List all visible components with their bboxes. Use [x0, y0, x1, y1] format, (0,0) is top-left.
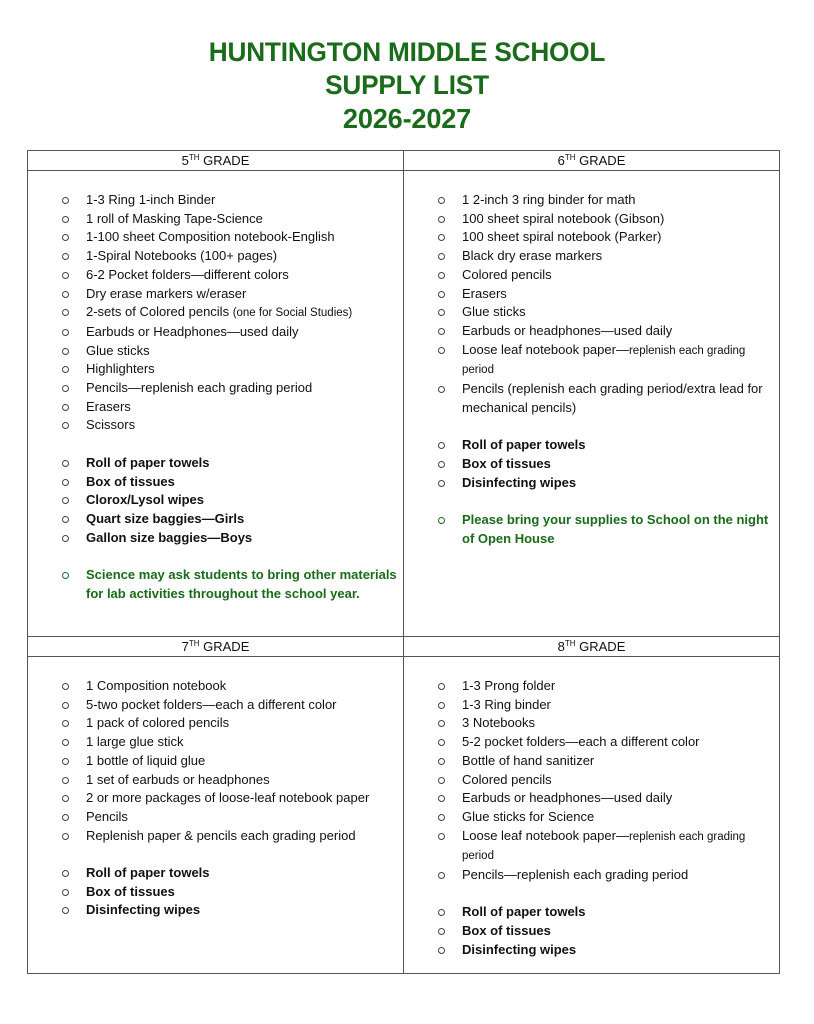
supply-item: [62, 883, 397, 902]
supply-item: [62, 677, 397, 696]
supply-item: [438, 303, 773, 322]
supply-item-text: Pencils—replenish each grading period: [462, 867, 689, 883]
grade-8-list-cell: [404, 657, 780, 974]
grade-5-list-cell: [28, 171, 404, 637]
grade-number: 5: [181, 153, 189, 168]
supply-item-text: 2-sets of Colored pencils: [86, 304, 233, 320]
supply-item-text: Colored pencils: [462, 266, 552, 282]
supply-item: [438, 436, 773, 455]
supply-item-text: Roll of paper towels: [86, 454, 210, 470]
grade-label: GRADE: [203, 153, 250, 168]
supply-item: [438, 771, 773, 790]
supply-item: [438, 941, 773, 960]
grade-suffix: TH: [564, 153, 576, 162]
supply-item-text: 1 Composition notebook: [86, 678, 227, 693]
supply-item: [438, 696, 773, 715]
supply-item: [62, 416, 397, 435]
supply-item: [438, 808, 773, 827]
supply-item: [438, 677, 773, 696]
grade-header-5: [28, 151, 404, 171]
supply-item-text: Highlighters: [86, 361, 155, 377]
supply-item: [438, 266, 773, 285]
supply-item-text: Bottle of hand sanitizer: [462, 752, 595, 768]
supply-item: [62, 752, 397, 771]
supply-item-text: Replenish paper & pencils each grading period: [86, 827, 356, 843]
supply-item: [438, 210, 773, 229]
supply-item-text: Pencils—replenish each grading period: [86, 380, 313, 396]
supply-item-text: 1-3 Ring binder: [462, 696, 551, 712]
supply-item-text: Colored pencils: [462, 771, 552, 787]
supply-item-text: Loose leaf notebook paper—: [462, 341, 629, 357]
supply-item-text: 1-100 sheet Composition notebook-English: [86, 229, 335, 245]
supply-item-text: Disinfecting wipes: [462, 941, 577, 957]
supply-item: [62, 191, 397, 210]
grade-suffix: TH: [564, 639, 576, 648]
supply-item-note: replenish each grading period: [462, 830, 746, 863]
supply-item: [62, 808, 397, 827]
grade-5-supply-list: [28, 171, 403, 603]
supply-item: [438, 191, 773, 210]
supply-item-text: 100 sheet spiral notebook (Parker): [462, 229, 662, 245]
supply-item: [62, 827, 397, 846]
supply-item-text: 6-2 Pocket folders—different colors: [86, 266, 289, 282]
supply-item: [62, 228, 397, 247]
supply-item: [62, 491, 397, 510]
supply-item: [438, 474, 773, 493]
supply-item: [438, 903, 773, 922]
supply-item: [438, 733, 773, 752]
supply-item-text: Loose leaf notebook paper—: [462, 827, 629, 843]
supply-item-text: Please bring your supplies to School on the night of Open House: [462, 511, 769, 546]
supply-item-text: Disinfecting wipes: [86, 902, 201, 918]
grade-label: GRADE: [579, 639, 626, 654]
supply-item-text: Glue sticks: [86, 342, 150, 358]
supply-item-text: Gallon size baggies—Boys: [86, 529, 253, 545]
supply-item-text: 5-2 pocket folders—each a different color: [462, 734, 700, 750]
supply-item: [62, 266, 397, 285]
supply-item-text: 1-Spiral Notebooks (100+ pages): [86, 248, 278, 264]
supply-item: [438, 247, 773, 266]
supply-item: [62, 864, 397, 883]
document-title: [0, 0, 814, 135]
supply-item-text: Earbuds or headphones—used daily: [462, 790, 673, 806]
supply-item: [62, 771, 397, 790]
supply-item: [62, 714, 397, 733]
grade-suffix: TH: [188, 639, 200, 648]
grade-7-supply-list: [28, 657, 403, 920]
school-name: HUNTINGTON MIDDLE SCHOOL: [208, 37, 606, 67]
supply-item: [438, 380, 773, 417]
supply-item-text: Clorox/Lysol wipes: [86, 492, 204, 508]
supply-item-text: Glue sticks for Science: [462, 808, 595, 824]
supply-item-text: Disinfecting wipes: [462, 474, 577, 490]
supply-item: [62, 247, 397, 266]
grade-number: 8: [557, 639, 565, 654]
supply-item: [438, 922, 773, 941]
supply-item-text: Black dry erase markers: [462, 248, 603, 264]
grade-8-supply-list: [404, 657, 779, 960]
grade-header-8: [404, 637, 780, 657]
grade-number: 7: [181, 639, 189, 654]
supply-item-text: 1 set of earbuds or headphones: [86, 771, 270, 787]
supply-item: [438, 866, 773, 885]
supply-item-note: (one for Social Studies): [232, 307, 353, 320]
grade-header-6: [404, 151, 780, 171]
supply-item-text: Science may ask students to bring other materials for lab activities throughout the school year.: [86, 567, 397, 601]
supply-item-text: Erasers: [86, 398, 131, 414]
supply-item-note: replenish each grading period: [462, 344, 746, 377]
supply-item-text: Pencils: [86, 808, 128, 824]
supply-item-text: Roll of paper towels: [462, 904, 586, 920]
supply-item: [62, 285, 397, 304]
supply-item-text: Box of tissues: [86, 883, 175, 899]
supply-item-text: Quart size baggies—Girls: [86, 510, 245, 526]
supply-item: [438, 455, 773, 474]
supply-item: [438, 827, 773, 866]
supply-item-text: Box of tissues: [462, 455, 551, 471]
grade-suffix: TH: [188, 153, 200, 162]
supply-item-text: Earbuds or Headphones—used daily: [86, 323, 299, 339]
supply-item: [438, 285, 773, 304]
supply-item-text: 1-3 Ring 1-inch Binder: [86, 192, 216, 207]
supply-item-text: 1 2-inch 3 ring binder for math: [462, 192, 636, 207]
supply-item: [62, 323, 397, 342]
supply-item: [62, 342, 397, 361]
supply-item: [438, 752, 773, 771]
supply-item-text: Box of tissues: [86, 473, 175, 489]
supply-item: [62, 210, 397, 229]
supply-item: [62, 454, 397, 473]
supply-item: [62, 566, 397, 603]
supply-item: [62, 789, 397, 808]
supply-item-text: Scissors: [86, 417, 136, 433]
supply-item-text: Dry erase markers w/eraser: [86, 285, 247, 301]
supply-item: [62, 510, 397, 529]
supply-item: [438, 228, 773, 247]
supply-item: [438, 714, 773, 733]
grade-6-list-cell: [404, 171, 780, 637]
supply-item: [438, 789, 773, 808]
supply-item-text: Erasers: [462, 285, 507, 301]
grade-6-supply-list: [404, 171, 779, 548]
supply-item-text: Roll of paper towels: [86, 865, 210, 881]
supply-item-text: Pencils (replenish each grading period/extra lead for mechanical pencils): [462, 381, 763, 415]
supply-item-text: 2 or more packages of loose-leaf notebook paper: [86, 790, 370, 806]
supply-item: [438, 322, 773, 341]
supply-item: [62, 379, 397, 398]
supply-item: [62, 473, 397, 492]
supply-item: [62, 398, 397, 417]
supply-item: [62, 696, 397, 715]
grade-header-7: [28, 637, 404, 657]
school-year: 2026-2027: [342, 103, 472, 134]
supply-item-text: 5-two pocket folders—each a different color: [86, 696, 337, 712]
supply-item-text: 3 Notebooks: [462, 715, 535, 731]
supply-item-text: 1 bottle of liquid glue: [86, 752, 206, 768]
supply-item-text: 1-3 Prong folder: [462, 678, 556, 693]
supply-table: [27, 150, 780, 974]
grade-label: GRADE: [579, 153, 626, 168]
grade-7-list-cell: [28, 657, 404, 974]
supply-item-text: Roll of paper towels: [462, 437, 586, 453]
supply-item: [62, 901, 397, 920]
supply-item-text: 1 roll of Masking Tape-Science: [86, 210, 263, 226]
list-title: SUPPLY LIST: [325, 70, 489, 100]
supply-item-text: Box of tissues: [462, 923, 551, 939]
grade-label: GRADE: [203, 639, 250, 654]
supply-item: [438, 511, 773, 548]
supply-item-text: Earbuds or headphones—used daily: [462, 322, 673, 338]
grade-number: 6: [557, 153, 565, 168]
supply-item: [62, 733, 397, 752]
supply-item: [438, 341, 773, 380]
supply-item-text: Glue sticks: [462, 304, 526, 320]
supply-item: [62, 360, 397, 379]
supply-item: [62, 529, 397, 548]
supply-item-text: 100 sheet spiral notebook (Gibson): [462, 210, 665, 226]
supply-item-text: 1 large glue stick: [86, 734, 184, 750]
supply-item-text: 1 pack of colored pencils: [86, 715, 230, 731]
supply-item: [62, 303, 397, 323]
